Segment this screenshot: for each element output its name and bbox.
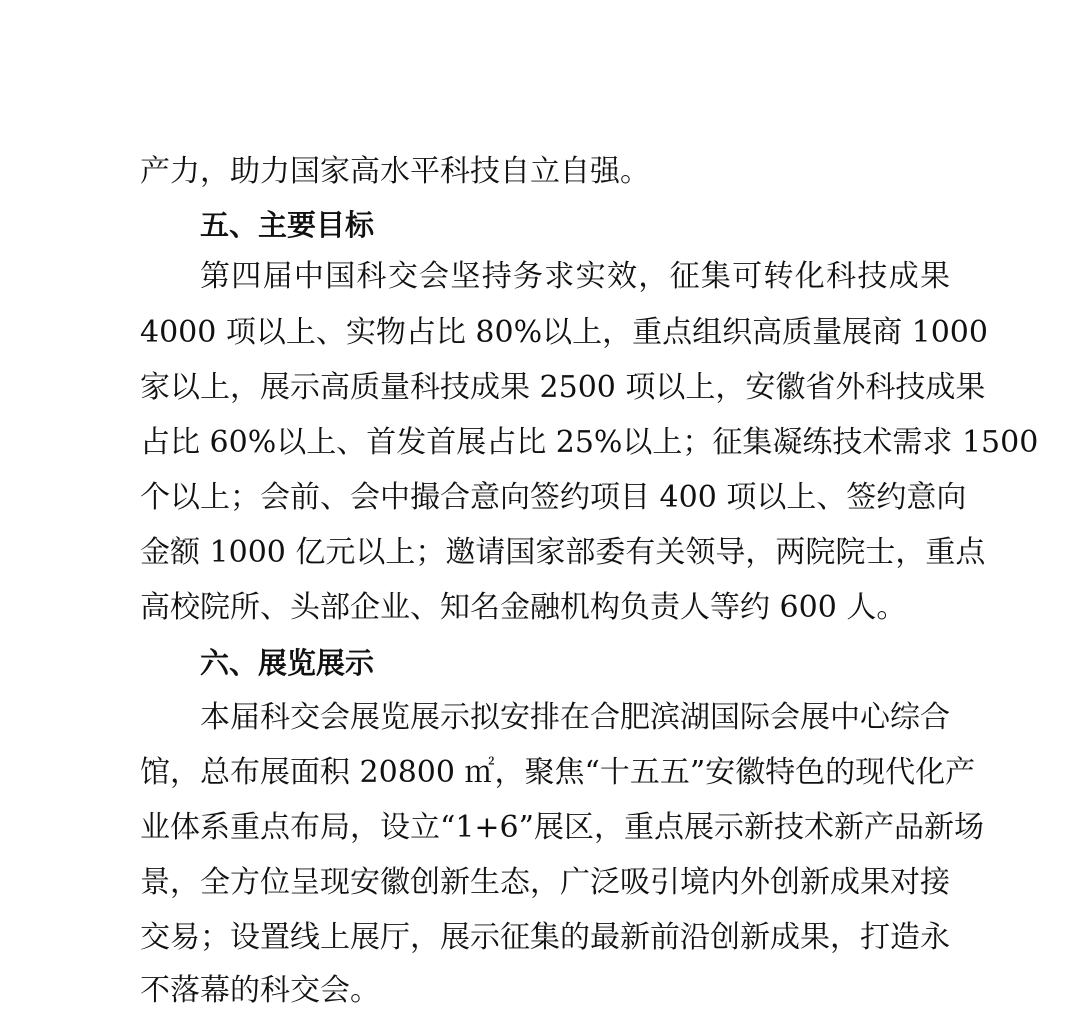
paragraph-line: 个以上；会前、会中撮合意向签约项目 400 项以上、签约意向 <box>140 480 967 515</box>
paragraph-line: 4000 项以上、实物占比 80%以上，重点组织高质量展商 1000 <box>140 315 988 350</box>
section-heading-exhibition: 六、展览展示 <box>200 646 375 680</box>
paragraph-line: 占比 60%以上、首发首展占比 25%以上；征集凝练技术需求 1500 <box>140 425 1039 460</box>
paragraph-line: 景，全方位呈现安徽创新生态，广泛吸引境内外创新成果对接 <box>140 865 950 900</box>
paragraph-line-last: 不落幕的科交会。 <box>140 973 380 1008</box>
paragraph-line: 第四届中国科交会坚持务求实效，征集可转化科技成果 <box>200 259 950 294</box>
paragraph-line: 馆，总布展面积 20800 ㎡，聚焦“十五五”安徽特色的现代化产 <box>140 755 976 790</box>
paragraph-line: 业体系重点布局，设立“1+6”展区，重点展示新技术新产品新场 <box>140 810 984 845</box>
paragraph-line-continuation: 产力，助力国家高水平科技自立自强。 <box>140 154 650 189</box>
paragraph-line: 本届科交会展览展示拟安排在合肥滨湖国际会展中心综合 <box>200 700 950 735</box>
paragraph-line-last: 高校院所、头部企业、知名金融机构负责人等约 600 人。 <box>140 590 907 625</box>
paragraph-line: 金额 1000 亿元以上；邀请国家部委有关领导，两院院士，重点 <box>140 535 986 570</box>
section-heading-main-goals: 五、主要目标 <box>200 208 375 242</box>
paragraph-line: 交易；设置线上展厅，展示征集的最新前沿创新成果，打造永 <box>140 920 950 955</box>
paragraph-line: 家以上，展示高质量科技成果 2500 项以上，安徽省外科技成果 <box>140 370 986 405</box>
